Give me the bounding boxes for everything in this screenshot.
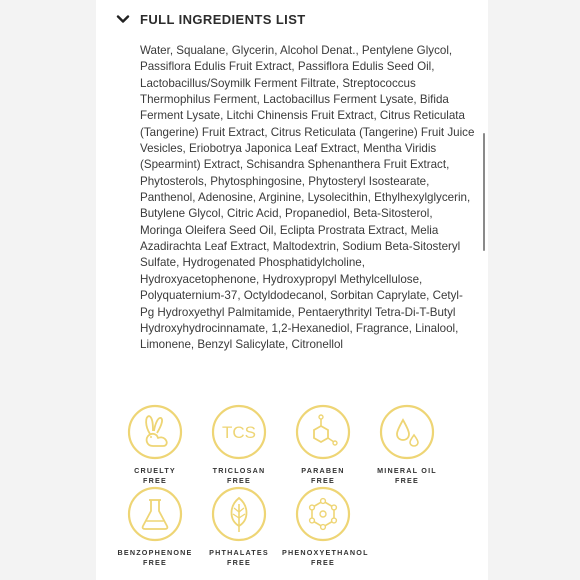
hexagon-molecule-icon bbox=[295, 486, 351, 542]
ingredients-line: Pg Hydroxyethyl Palmitamide, Pentaerythrityl Tetra-Di-T-Butyl bbox=[140, 305, 456, 319]
badge-paraben-free bbox=[282, 404, 364, 485]
ingredients-line: Hydroxyacetophenone, Hydroxypropyl Methylcellulose, bbox=[140, 272, 423, 286]
ingredients-line: Sulfate, Hydrogenated Phosphatidylcholine, bbox=[140, 256, 365, 270]
ingredients-line: Ferment Lysate, Litchi Chinensis Fruit Extract, Citrus Reticulata bbox=[140, 109, 465, 123]
chevron-down-icon bbox=[116, 12, 130, 26]
tcs-icon bbox=[211, 404, 267, 460]
paraben-molecule-icon bbox=[295, 404, 351, 460]
badge-triclosan-free bbox=[198, 404, 280, 485]
badge-label: PARABEN FREE bbox=[301, 466, 345, 485]
ingredients-line: Butylene Glycol, Citric Acid, Propanediol, Beta-Sitosterol, bbox=[140, 207, 433, 221]
ingredients-line: Thermophilus Ferment, Lactobacillus Ferment Lysate, Bifida bbox=[140, 93, 449, 107]
badge-phenoxyethanol-free bbox=[282, 486, 369, 567]
ingredients-line: (Tangerine) Fruit Extract, Citrus Reticulata (Tangerine) Fruit Juice bbox=[140, 125, 475, 139]
badge-label: PHTHALATES FREE bbox=[209, 548, 269, 567]
badge-label: BENZOPHENONE FREE bbox=[117, 548, 193, 567]
ingredients-line: Limonene, Benzyl Salicylate, Citronellol bbox=[140, 338, 343, 352]
ingredients-line: Azadirachta Leaf Extract, Maltodextrin, Sodium Beta-Sitosteryl bbox=[140, 240, 461, 254]
tcs-icon-text: TCS bbox=[222, 423, 256, 442]
ingredients-line: Lactobacillus/Soymilk Ferment Filtrate, Streptococcus bbox=[140, 76, 416, 90]
ingredients-line: Vesicles, Eriobotrya Japonica Leaf Extract, Mentha Viridis bbox=[140, 142, 437, 156]
badge-phthalates-free bbox=[198, 486, 280, 567]
ingredients-line: Hydroxyhydrocinnamate, 1,2-Hexanediol, Fragrance, Linalool, bbox=[140, 321, 459, 335]
ingredients-list bbox=[140, 43, 475, 354]
ingredients-line: Water, Squalane, Glycerin, Alcohol Denat., Pentylene Glycol, bbox=[140, 44, 453, 57]
badge-label: TRICLOSAN FREE bbox=[212, 466, 266, 485]
scrollbar-thumb[interactable] bbox=[483, 133, 485, 251]
oil-drops-icon bbox=[379, 404, 435, 460]
flask-icon bbox=[127, 486, 183, 542]
badge-cruelty-free bbox=[114, 404, 196, 485]
badge-label: PHENOXYETHANOL FREE bbox=[282, 548, 369, 567]
section-title: FULL INGREDIENTS LIST bbox=[140, 11, 306, 27]
badge-label: MINERAL OIL FREE bbox=[377, 466, 437, 485]
ingredients-line: Polyquaternium-37, Octyldodecanol, Sorbitan Caprylate, Cetyl- bbox=[140, 289, 463, 303]
ingredients-line: Phytosterols, Phytosphingosine, Phytosteryl Isostearate, bbox=[140, 174, 430, 188]
badge-benzophenone-free bbox=[114, 486, 196, 567]
ingredients-accordion-header[interactable] bbox=[116, 8, 306, 30]
ingredients-line: (Spearmint) Extract, Schisandra Sphenanthera Fruit Extract, bbox=[140, 158, 450, 172]
rabbit-icon bbox=[127, 404, 183, 460]
ingredients-line: Passiflora Edulis Fruit Extract, Passiflora Edulis Seed Oil, bbox=[140, 60, 435, 74]
badge-label: CRUELTY FREE bbox=[134, 466, 176, 485]
ingredients-line: Panthenol, Adenosine, Arginine, Lysolecithin, Ethylhexylglycerin, bbox=[140, 191, 471, 205]
ingredients-line: Moringa Oleifera Seed Oil, Eclipta Prostrata Extract, Melia bbox=[140, 223, 439, 237]
badge-mineral-oil-free bbox=[366, 404, 448, 485]
leaf-icon bbox=[211, 486, 267, 542]
